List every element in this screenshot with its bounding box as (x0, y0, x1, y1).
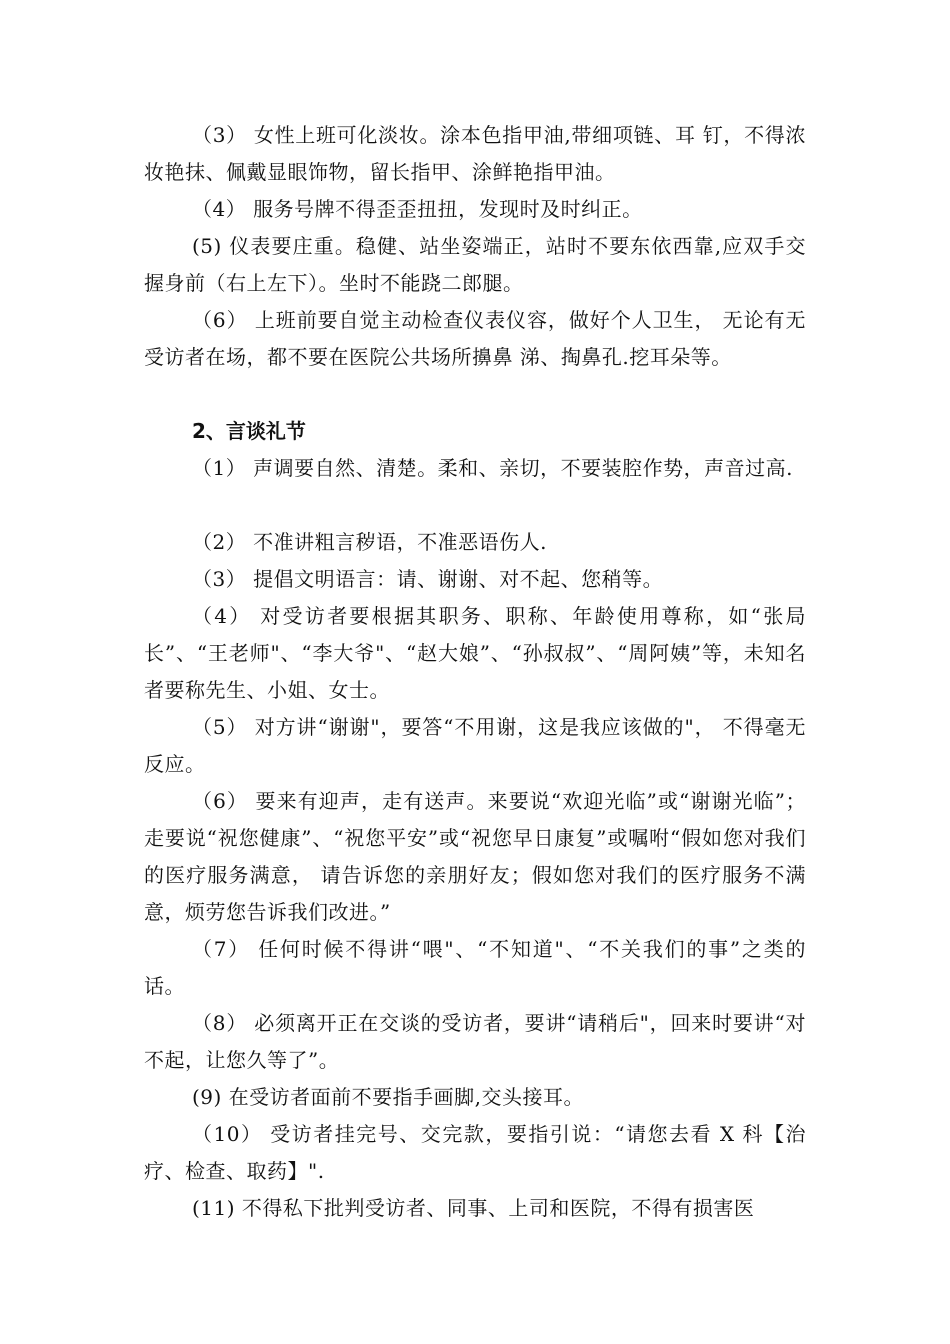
paragraph-appearance-5: (5) 仪表要庄重。稳健、站坐姿端正，站时不要东依西靠,应双手交握身前（右上左下）。坐时不能跷二郎腿。 (144, 234, 806, 295)
paragraph-speech-7: （7） 任何时候不得讲“喂"、“不知道"、“不关我们的事”之类的话。 (144, 937, 806, 998)
paragraph-appearance-3: （3） 女性上班可化淡妆。涂本色指甲油,带细项链、耳 钉，不得浓妆艳抹、佩戴显眼饰物，留长指甲、涂鲜艳指甲油。 (144, 123, 806, 184)
paragraph-speech-2: （2） 不准讲粗言秽语，不准恶语伤人. (192, 530, 547, 554)
paragraph-speech-1: （1） 声调要自然、清楚。柔和、亲切，不要装腔作势，声音过高. (192, 456, 793, 480)
paragraph-speech-11: (11) 不得私下批判受访者、同事、上司和医院，不得有损害医 (192, 1196, 755, 1220)
paragraph-speech-4: （4） 对受访者要根据其职务、职称、年龄使用尊称，如“张局长”、“王老师"、“李大爷"、“赵大娘”、“孙叔叔”、“周阿姨”等，未知名者要称先生、小姐、女士。 (144, 604, 806, 702)
paragraph-speech-3: （3） 提倡文明语言：请、谢谢、对不起、您稍等。 (192, 567, 664, 591)
section-heading-speech-etiquette: 2、言谈礼节 (192, 419, 306, 443)
paragraph-appearance-4: （4） 服务号牌不得歪歪扭扭，发现时及时纠正。 (192, 197, 643, 221)
paragraph-appearance-6: （6） 上班前要自觉主动检查仪表仪容，做好个人卫生， 无论有无受访者在场，都不要在医院公共场所擤鼻 涕、掏鼻孔.挖耳朵等。 (144, 308, 806, 369)
paragraph-speech-10: （10） 受访者挂完号、交完款，要指引说：“请您去看 X 科【治疗、检查、取药】". (144, 1122, 806, 1183)
paragraph-speech-6: （6） 要来有迎声，走有送声。来要说“欢迎光临”或“谢谢光临”；走要说“祝您健康”、“祝您平安”或“祝您早日康复”或嘱咐“假如您对我们的医疗服务满意， 请告诉您的亲朋好友；假如您对我们的医疗服务不满意，烦劳您告诉我们改进。” (144, 789, 806, 924)
paragraph-speech-5: （5） 对方讲“谢谢"，要答“不用谢，这是我应该做的"， 不得毫无反应。 (144, 715, 806, 776)
paragraph-speech-9: (9) 在受访者面前不要指手画脚,交头接耳。 (192, 1085, 585, 1109)
paragraph-speech-8: （8） 必须离开正在交谈的受访者，要讲“请稍后"，回来时要讲“对不起，让您久等了”。 (144, 1011, 806, 1072)
